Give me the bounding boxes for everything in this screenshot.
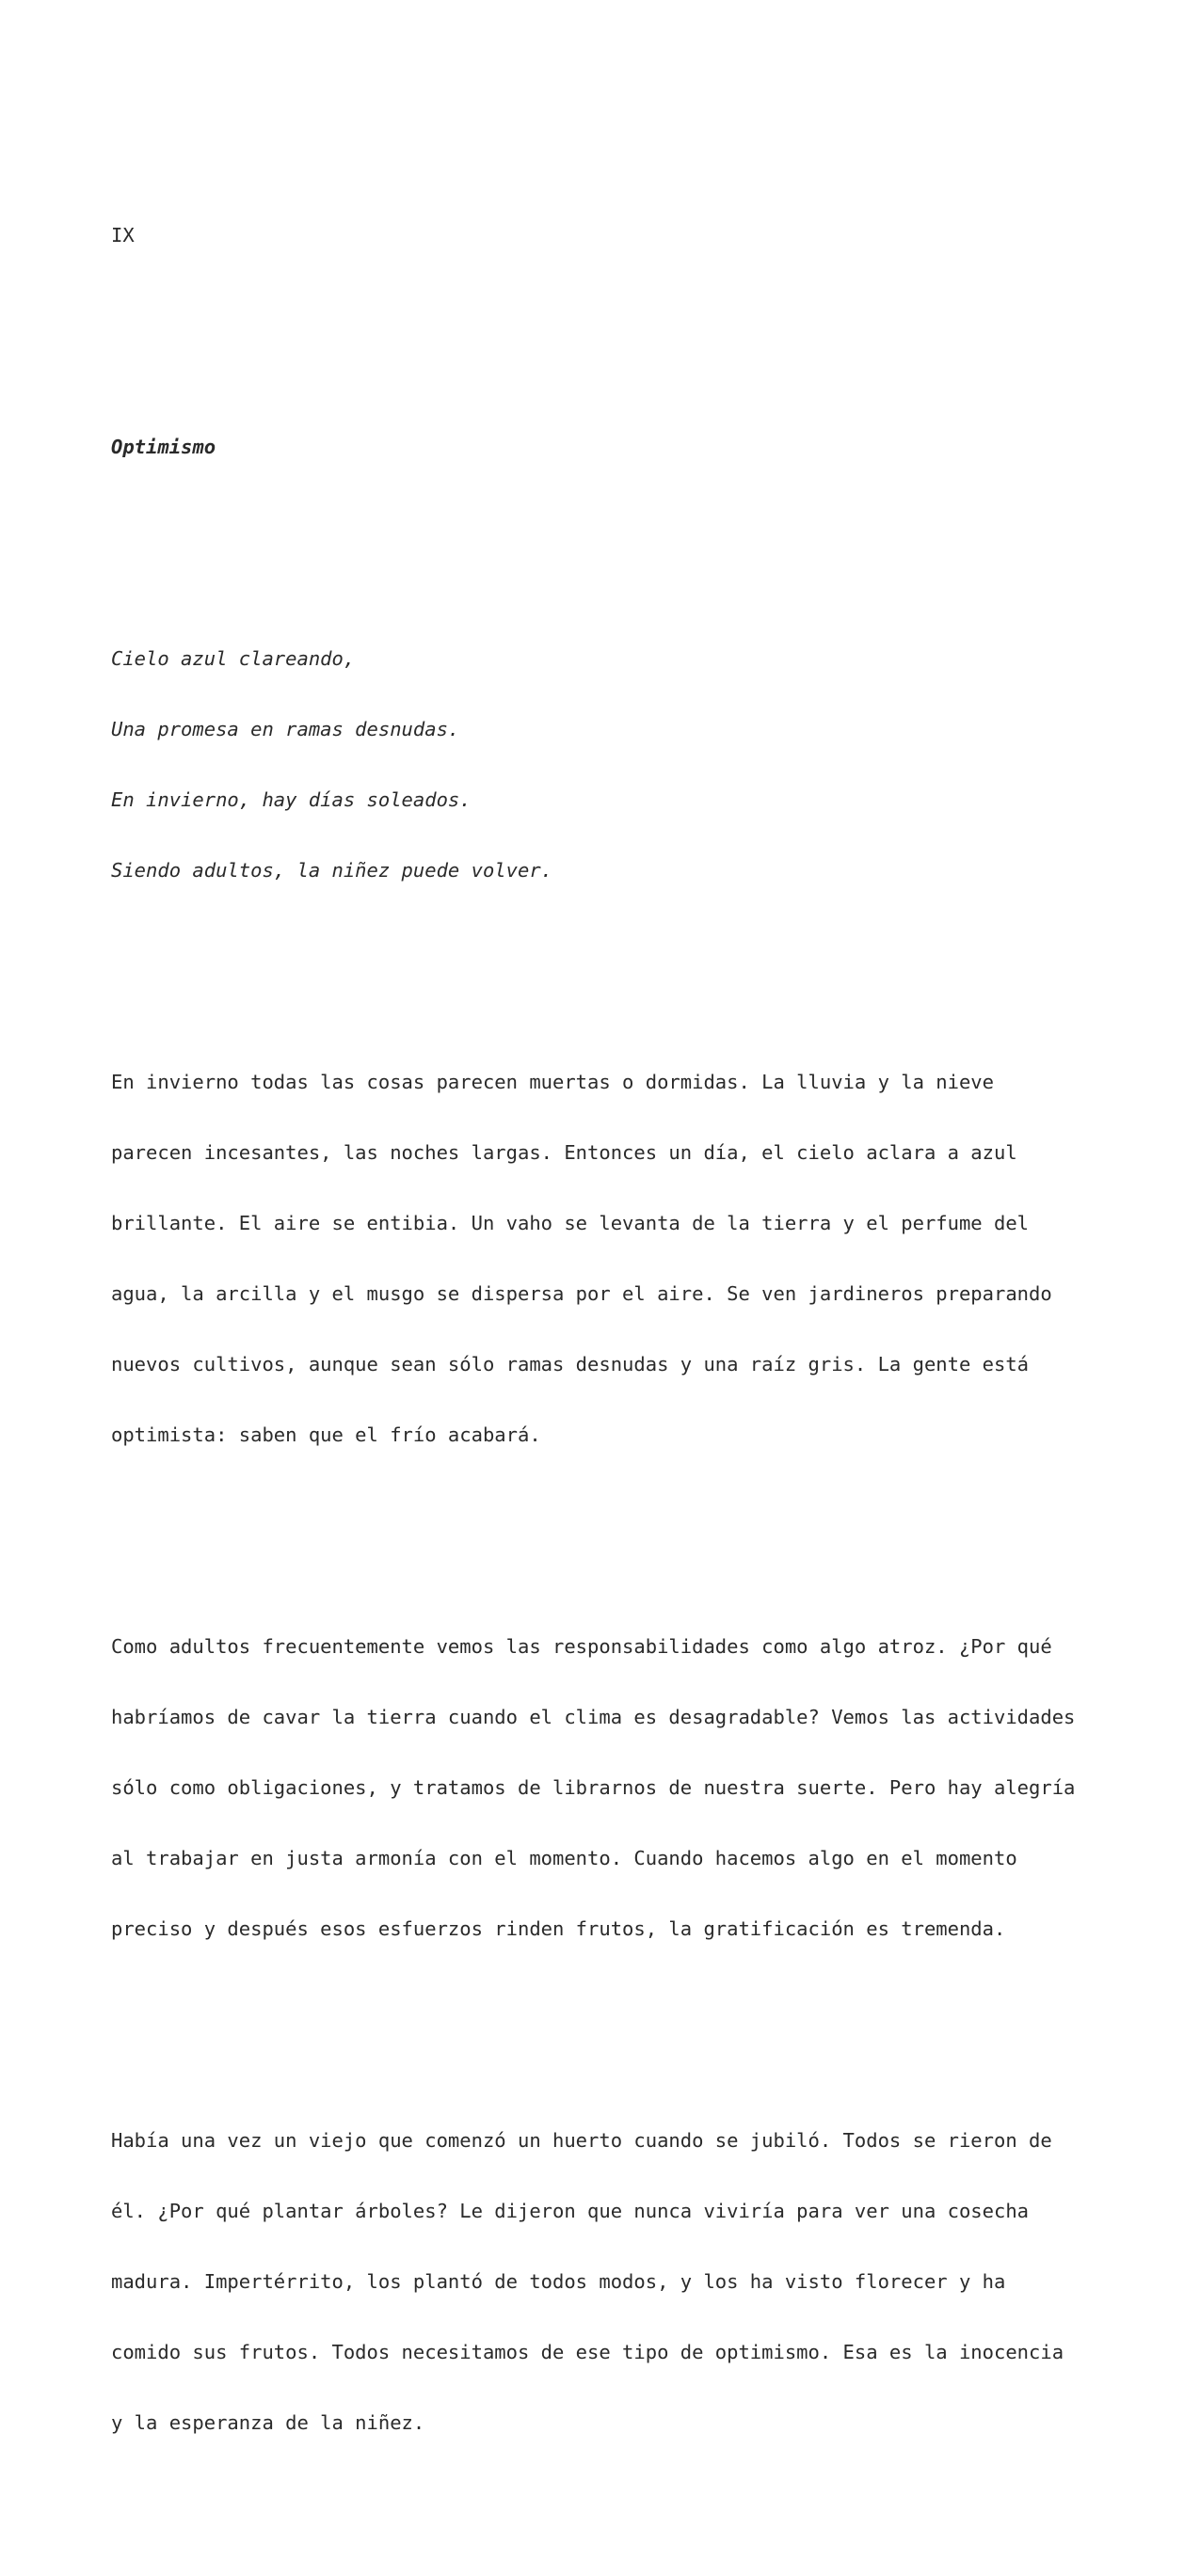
paragraph-2: [111, 1588, 1146, 1988]
paragraph-line: madura. Impertérrito, los plantó de todos modos, y los ha visto florecer y ha: [111, 2270, 1006, 2293]
paragraph-line: Había una vez un viejo que comenzó un huerto cuando se jubiló. Todos se rieron de: [111, 2129, 1052, 2152]
chapter-number-block: [111, 177, 1146, 294]
paragraph-line: Como adultos frecuentemente vemos las responsabilidades como algo atroz. ¿Por qué: [111, 1635, 1052, 1658]
poem-line: Siendo adultos, la niñez puede volver.: [111, 859, 552, 882]
poem-line: Una promesa en ramas desnudas.: [111, 718, 460, 740]
chapter-title: Optimismo: [111, 436, 216, 458]
paragraph-line: al trabajar en justa armonía con el momento. Cuando hacemos algo en el momento: [111, 1847, 1017, 1869]
paragraph-3: [111, 2082, 1146, 2482]
paragraph-line: sólo como obligaciones, y tratamos de librarnos de nuestra suerte. Pero hay alegría: [111, 1776, 1076, 1799]
paragraph-line: preciso y después esos esfuerzos rinden frutos, la gratificación es tremenda.: [111, 1917, 1006, 1940]
poem: [111, 600, 1146, 930]
paragraph-line: y la esperanza de la niñez.: [111, 2411, 425, 2434]
chapter-title-block: [111, 389, 1146, 506]
paragraph-line: él. ¿Por qué plantar árboles? Le dijeron que nunca viviría para ver una cosecha: [111, 2200, 1030, 2222]
paragraph-line: parecen incesantes, las noches largas. Entonces un día, el cielo aclara a azul: [111, 1141, 1017, 1164]
paragraph-line: En invierno todas las cosas parecen muertas o dormidas. La lluvia y la nieve: [111, 1071, 994, 1093]
poem-line: Cielo azul clareando,: [111, 647, 356, 670]
paragraph-line: optimista: saben que el frío acabará.: [111, 1423, 541, 1446]
poem-line: En invierno, hay días soleados.: [111, 788, 472, 811]
paragraph-line: agua, la arcilla y el musgo se dispersa por el aire. Se ven jardineros preparando: [111, 1282, 1052, 1305]
paragraph-line: brillante. El aire se entibia. Un vaho se levanta de la tierra y el perfume del: [111, 1212, 1030, 1234]
paragraph-line: habríamos de cavar la tierra cuando el clima es desagradable? Vemos las actividades: [111, 1706, 1076, 1728]
page-content: [111, 106, 1146, 2576]
paragraph-line: nuevos cultivos, aunque sean sólo ramas desnudas y una raíz gris. La gente está: [111, 1353, 1030, 1375]
paragraph-1: [111, 1024, 1146, 1494]
paragraph-line: comido sus frutos. Todos necesitamos de ese tipo de optimismo. Esa es la inocencia: [111, 2341, 1064, 2363]
chapter-number: IX: [111, 224, 135, 246]
